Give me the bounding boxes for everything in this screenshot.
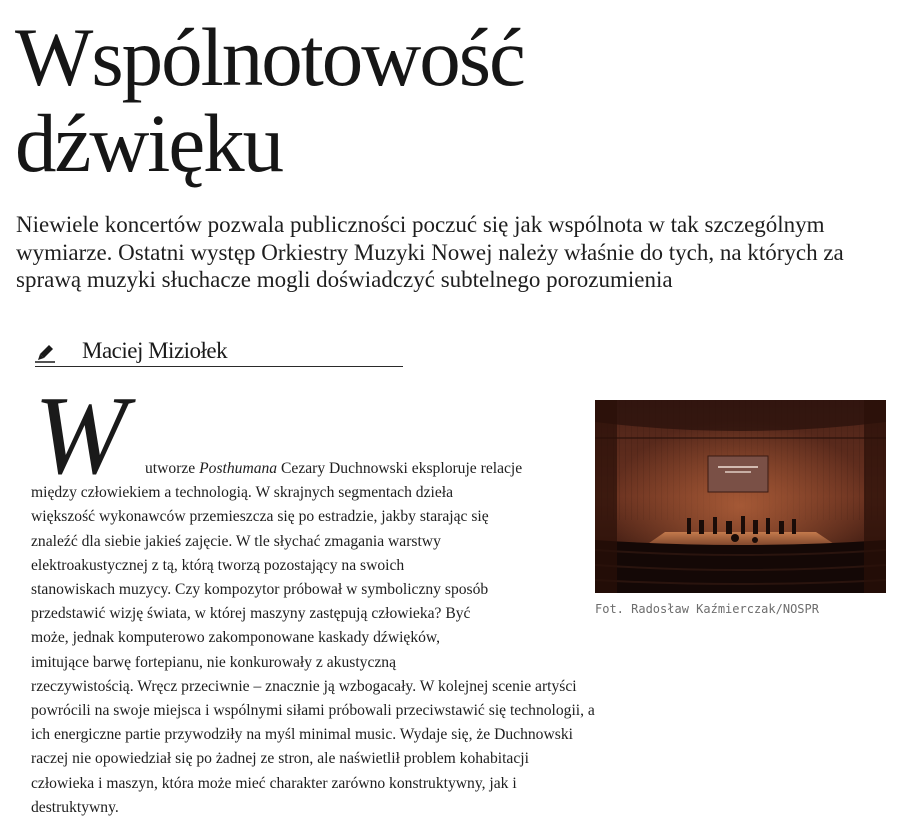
concert-photo[interactable] xyxy=(595,400,886,593)
drop-cap: W xyxy=(34,374,128,498)
author-byline xyxy=(35,337,403,367)
body-line: rzeczywistością. Wręcz przeciwnie – znacznie ją wzbogacały. W kolejnej scenie artyści xyxy=(31,677,577,695)
body-line: między człowiekiem a technologią. W skrajnych segmentach dzieła xyxy=(31,484,454,502)
author-name-link[interactable]: Maciej Miziołek xyxy=(82,338,228,363)
body-line: elektroakustycznej z tą, którą tworzą pozostający na swoich xyxy=(31,556,405,574)
body-line: utworze Posthumana Cezary Duchnowski eksploruje relacje xyxy=(145,460,523,477)
body-line: stanowiskach muzycy. Czy kompozytor próbował w symboliczny sposób xyxy=(31,581,489,599)
body-line: ich energiczne partie przywodziły na myśl minimal music. Wydaje się, że Duchnowski xyxy=(31,726,573,744)
body-line: przedstawić wizję świata, w której maszyny zastępują człowieka? Być xyxy=(31,605,471,623)
work-title: Posthumana xyxy=(199,460,278,477)
title-line-1: Wspólnotowość xyxy=(15,11,524,103)
body-line: większość wykonawców przemieszcza się po estradzie, jakby starając się xyxy=(31,508,489,526)
body-line: znaleźć dla siebie jakieś zajęcie. W tle słychać zmagania warstwy xyxy=(31,532,441,550)
concert-hall-image xyxy=(595,400,886,593)
body-line: powrócili na swoje miejsca i wspólnymi siłami próbowali przeciwstawić się technologii, a xyxy=(31,702,595,720)
pencil-icon xyxy=(35,341,57,363)
article-body xyxy=(31,457,671,820)
title-line-2: dźwięku xyxy=(15,97,283,189)
body-line: może, jednak komputerowo zakomponowane kaskady dźwięków, xyxy=(31,629,441,647)
body-line: człowieka i maszyn, która może mieć charakter zarówno konstruktywny, jak i xyxy=(31,774,517,792)
article-title xyxy=(15,11,715,189)
body-line: imitujące barwę fortepianu, nie konkurowały z akustyczną xyxy=(31,653,397,671)
body-line: destruktywny. xyxy=(31,798,119,816)
photo-caption: Fot. Radosław Kaźmierczak/NOSPR xyxy=(595,602,819,616)
body-line: raczej nie opowiedział się po żadnej ze stron, ale naświetlił problem kohabitacji xyxy=(31,750,529,768)
article-lead: Niewiele koncertów pozwala publiczności poczuć się jak wspólnota w tak szczególnym wymiarze. Ostatni występ Orkiestry Muzyki Nowej należy właśnie do tych, na których za sprawą muzyki słuchacze mogli doświadczyć subtelnego porozumienia xyxy=(16,212,844,292)
